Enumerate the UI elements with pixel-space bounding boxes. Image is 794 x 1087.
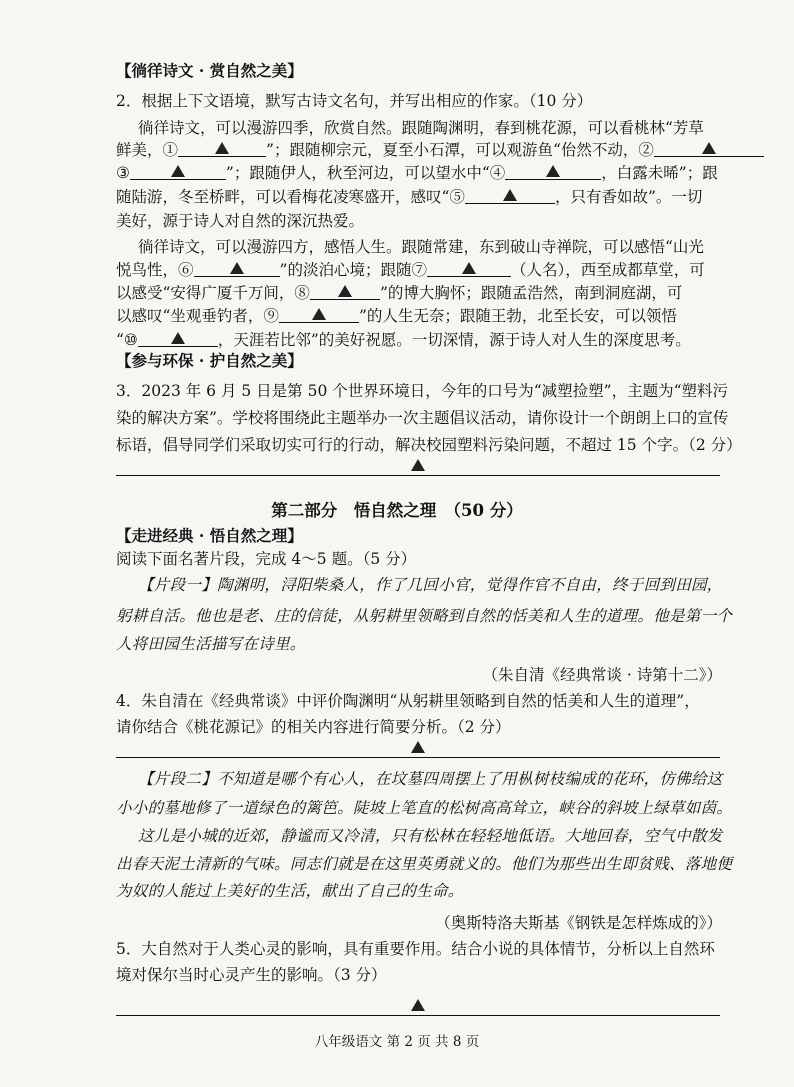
- triangle-icon: [411, 459, 425, 471]
- text-segment: ，只有香如故”。一切: [554, 188, 703, 206]
- text-segment: 悦鸟性，⑥: [116, 261, 194, 279]
- question-2-stem: 2．根据上下文语境，默写古诗文名句，并写出相应的作家。（10 分）: [116, 92, 593, 110]
- paragraph-2-line-4: [116, 305, 794, 327]
- triangle-icon: [503, 189, 517, 201]
- triangle-icon: [411, 999, 425, 1011]
- fill-blank-10[interactable]: [138, 330, 218, 347]
- excerpt-2-line-1: 【片段二】不知道是哪个有心人，在坟墓四周摆上了用枞树枝编成的花环，仿佛给这: [138, 770, 723, 788]
- triangle-icon: [411, 741, 425, 753]
- text-segment: ③: [116, 164, 130, 182]
- excerpt-1-line-1: 【片段一】陶渊明，浔阳柴桑人，作了几回小官，觉得作官不自由，终于回到田园，: [138, 576, 723, 594]
- text-segment: ”的人生无奈；跟随王勃，北至长安，可以领悟: [358, 307, 677, 325]
- excerpt-1-line-2: 躬耕自活。他也是老、庄的信徒，从躬耕里领略到自然的恬美和人生的道理。他是第一个: [116, 607, 733, 625]
- excerpt-2-line-3: 这儿是小城的近郊，静谧而又冷清，只有松林在轻轻地低语。大地回春，空气中散发: [138, 827, 723, 845]
- text-segment: ，天涯若比邻”的美好祝愿。一切深情，源于诗人对人生的深度思考。: [217, 331, 691, 349]
- paragraph-2-line-5: [116, 329, 794, 351]
- text-segment: 以感叹“坐观垂钓者，⑨: [116, 307, 279, 325]
- excerpt-2-source: （奥斯特洛夫斯基《钢铁是怎样炼成的》）: [435, 914, 722, 932]
- text-segment: 以感受“安得广厦千万间，⑧: [116, 284, 310, 302]
- triangle-icon: [546, 165, 560, 177]
- triangle-icon: [230, 262, 244, 274]
- triangle-icon: [338, 285, 352, 297]
- text-segment: ”；跟随伊人，秋至河边，可以望水中“④: [225, 164, 506, 182]
- section-header-classics: 【走进经典 · 悟自然之理】: [116, 526, 303, 545]
- paragraph-1-line-3: [116, 162, 794, 184]
- fill-blank-6[interactable]: [194, 260, 280, 277]
- excerpt-1-source: （朱自清《经典常谈 · 诗第十二》）: [482, 666, 722, 684]
- answer-line-q4[interactable]: [116, 734, 720, 758]
- answer-rule: [116, 1015, 720, 1016]
- question-3-line-2: 染的解决方案”。学校将围绕此主题举办一次主题倡议活动，请你设计一个朗朗上口的宣传: [116, 409, 729, 427]
- paragraph-1-line-5: 美好，源于诗人对自然的深沉热爱。: [116, 212, 365, 230]
- question-4-line-1: 4．朱自清在《经典常谈》中评价陶渊明“从躬耕里领略到自然的恬美和人生的道理”，: [116, 692, 700, 710]
- fill-blank-9[interactable]: [279, 306, 359, 323]
- text-segment: “⑩: [116, 331, 138, 349]
- fill-blank-7[interactable]: [427, 260, 511, 277]
- excerpt-2-line-5: 为奴的人能过上美好的生活，献出了自己的生命。: [116, 882, 464, 900]
- triangle-icon: [171, 332, 185, 344]
- question-5-line-2: 境对保尔当时心灵产生的影响。（3 分）: [116, 966, 387, 984]
- answer-rule: [116, 757, 720, 758]
- question-3-line-1: 3．2023 年 6 月 5 日是第 50 个世界环境日，今年的口号为“减塑捡塑”，主题为“塑料污: [116, 382, 729, 400]
- paragraph-2-line-1: 徜徉诗文，可以漫游四方，感悟人生。跟随常建，东到破山寺禅院，可以感悟“山光: [138, 238, 704, 256]
- answer-rule: [116, 475, 720, 476]
- fill-blank-5[interactable]: [465, 187, 555, 204]
- fill-blank-8[interactable]: [310, 283, 380, 300]
- page-footer: 八年级语文 第 2 页 共 8 页: [314, 1034, 480, 1050]
- text-segment: （人名），西至成都草堂，可: [510, 261, 705, 279]
- fill-blank-4[interactable]: [505, 163, 601, 180]
- triangle-icon: [462, 262, 476, 274]
- text-segment: ，白露未晞”；跟: [601, 164, 718, 182]
- fill-blank-3[interactable]: [130, 163, 226, 180]
- fill-blank-1[interactable]: [178, 140, 266, 157]
- question-3-line-3: 标语，倡导同学们采取切实可行的行动，解决校园塑料污染问题，不超过 15 个字。（2 分）: [116, 436, 742, 454]
- excerpt-1-line-3: 人将田园生活描写在诗里。: [116, 635, 306, 653]
- text-segment: ”的淡泊心境；跟随⑦: [279, 261, 427, 279]
- reading-intro: 阅读下面名著片段，完成 4～5 题。（5 分）: [116, 550, 417, 568]
- text-segment: ”；跟随柳宗元，夏至小石潭，可以观游鱼“佁然不动，②: [266, 141, 654, 159]
- triangle-icon: [171, 165, 185, 177]
- excerpt-2-line-2: 小小的墓地修了一道绿色的篱笆。陡坡上笔直的松树高高耸立，峡谷的斜坡上绿草如茵。: [116, 799, 733, 817]
- paragraph-2-line-3: [116, 282, 794, 304]
- triangle-icon: [702, 142, 716, 154]
- text-segment: 鲜美，①: [116, 141, 179, 159]
- excerpt-2-line-4: 出春天泥土清新的气味。同志们就是在这里英勇就义的。他们为那些出生即贫贱、落地便: [116, 855, 733, 873]
- part-2-title: 第二部分 悟自然之理 （50 分）: [271, 501, 523, 520]
- answer-line-q3[interactable]: [116, 452, 720, 476]
- answer-line-q5[interactable]: [116, 992, 720, 1016]
- paragraph-1-line-2: [116, 139, 794, 161]
- text-segment: ”的博大胸怀；跟随孟浩然，南到洞庭湖，可: [379, 284, 683, 302]
- triangle-icon: [215, 142, 229, 154]
- question-5-line-1: 5．大自然对于人类心灵的影响，具有重要作用。结合小说的具体情节，分析以上自然环: [116, 940, 715, 958]
- fill-blank-2[interactable]: [654, 140, 764, 157]
- text-segment: 随陆游，冬至桥畔，可以看梅花凌寒盛开，感叹“⑤: [116, 188, 465, 206]
- section-header-environment: 【参与环保 · 护自然之美】: [116, 351, 303, 370]
- paragraph-1-line-4: [116, 186, 794, 208]
- triangle-icon: [312, 308, 326, 320]
- section-header-poetry: 【徜徉诗文 · 赏自然之美】: [116, 61, 303, 80]
- question-4-line-2: 请你结合《桃花源记》的相关内容进行简要分析。（2 分）: [116, 718, 511, 736]
- paragraph-2-line-2: [116, 259, 794, 281]
- paragraph-1-line-1: 徜徉诗文，可以漫游四季，欣赏自然。跟随陶渊明，春到桃花源，可以看桃林“芳草: [138, 119, 704, 137]
